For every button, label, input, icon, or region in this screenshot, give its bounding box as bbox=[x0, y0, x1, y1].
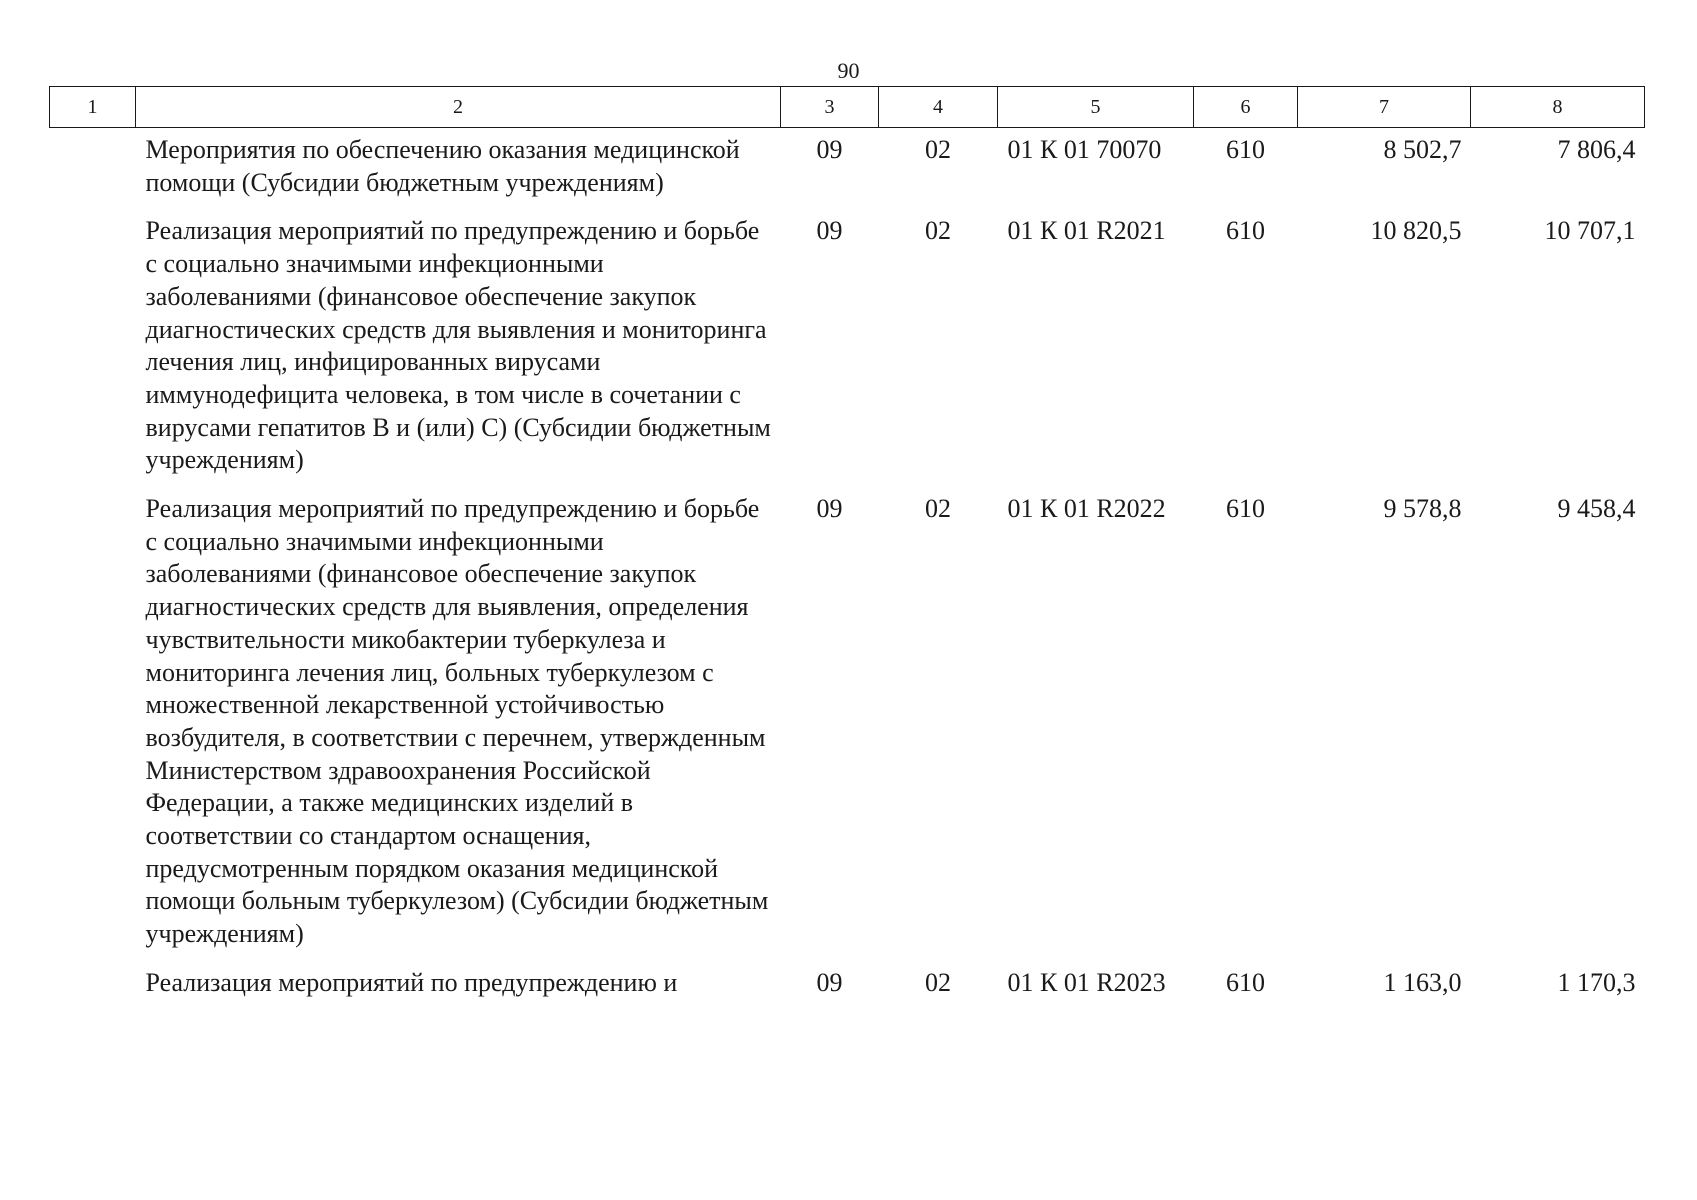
row-subsection-code: 02 bbox=[925, 135, 951, 164]
row-target-article: 01 К 01 R2023 bbox=[1007, 967, 1166, 997]
row-col-1 bbox=[50, 493, 136, 967]
row-subsection-code: 02 bbox=[925, 216, 951, 246]
row-target-article: 01 К 01 70070 bbox=[1007, 135, 1162, 164]
header-col-8: 8 bbox=[1471, 87, 1645, 128]
header-col-4: 4 bbox=[879, 87, 998, 128]
header-col-5: 5 bbox=[998, 87, 1194, 128]
row-amount-col-8: 10 707,1 bbox=[1544, 216, 1636, 246]
row-amount-col-8: 7 806,4 bbox=[1557, 135, 1636, 164]
page-number: 90 bbox=[837, 58, 860, 83]
row-col-1 bbox=[50, 215, 136, 493]
row-expense-type: 610 bbox=[1226, 494, 1265, 524]
row-target-article: 01 К 01 R2022 bbox=[1007, 494, 1166, 524]
header-col-7: 7 bbox=[1298, 87, 1471, 128]
table-row bbox=[50, 128, 1645, 216]
row-section-code: 09 bbox=[816, 135, 843, 164]
row-amount-col-7: 8 502,7 bbox=[1383, 135, 1462, 164]
row-target-article: 01 К 01 R2021 bbox=[1007, 216, 1166, 246]
row-col-1 bbox=[50, 967, 136, 1016]
table-header-row bbox=[50, 87, 1645, 128]
row-subsection-code: 02 bbox=[925, 494, 951, 524]
row-amount-col-8: 9 458,4 bbox=[1557, 494, 1636, 524]
row-amount-col-7: 9 578,8 bbox=[1383, 494, 1462, 524]
row-amount-col-8: 1 170,3 bbox=[1557, 967, 1636, 997]
row-col-1 bbox=[50, 128, 136, 216]
header-col-3: 3 bbox=[781, 87, 879, 128]
table-row bbox=[50, 967, 1645, 1016]
row-description: Реализация мероприятий по предупреждению и борьбе с социально значимыми инфекционными заболеваниями (финансовое обеспечение закупок диагностических средств для выявления, определения чувствительности микобактерии туберкулеза и мониторинга лечения лиц, больных туберкулезом с множественной лекарственной устойчивостью возбудителя, в соответствии с перечнем, утвержденным Министерством здравоохранения Российской Федерации, а также медицинских изделий в соответствии со стандартом оснащения, предусмотренным порядком оказания медицинской помощи больным туберкулезом) (Субсидии бюджетным учреждениям) bbox=[145, 494, 769, 949]
table-row bbox=[50, 215, 1645, 493]
header-col-1: 1 bbox=[50, 87, 136, 128]
row-subsection-code: 02 bbox=[925, 967, 951, 997]
row-expense-type: 610 bbox=[1226, 135, 1265, 164]
row-expense-type: 610 bbox=[1226, 967, 1265, 997]
row-section-code: 09 bbox=[816, 216, 843, 246]
row-amount-col-7: 1 163,0 bbox=[1383, 967, 1462, 997]
row-description: Реализация мероприятий по предупреждению и борьбе с социально значимыми инфекционными заболеваниями (финансовое обеспечение закупок диагностических средств для выявления и мониторинга лечения лиц, инфицированных вирусами иммунодефицита человека, в том числе в сочетании с вирусами гепатитов В и (или) С) (Субсидии бюджетным учреждениям) bbox=[145, 216, 771, 475]
row-amount-col-7: 10 820,5 bbox=[1370, 216, 1462, 246]
row-section-code: 09 bbox=[816, 494, 843, 524]
header-col-2: 2 bbox=[136, 87, 781, 128]
row-expense-type: 610 bbox=[1226, 216, 1265, 246]
row-section-code: 09 bbox=[816, 967, 843, 997]
row-description: Мероприятия по обеспечению оказания медицинской помощи (Субсидии бюджетным учреждениям) bbox=[145, 135, 740, 197]
budget-table bbox=[49, 86, 1645, 1016]
row-description: Реализация мероприятий по предупреждению и bbox=[145, 967, 678, 997]
table-row bbox=[50, 493, 1645, 967]
header-col-6: 6 bbox=[1194, 87, 1298, 128]
